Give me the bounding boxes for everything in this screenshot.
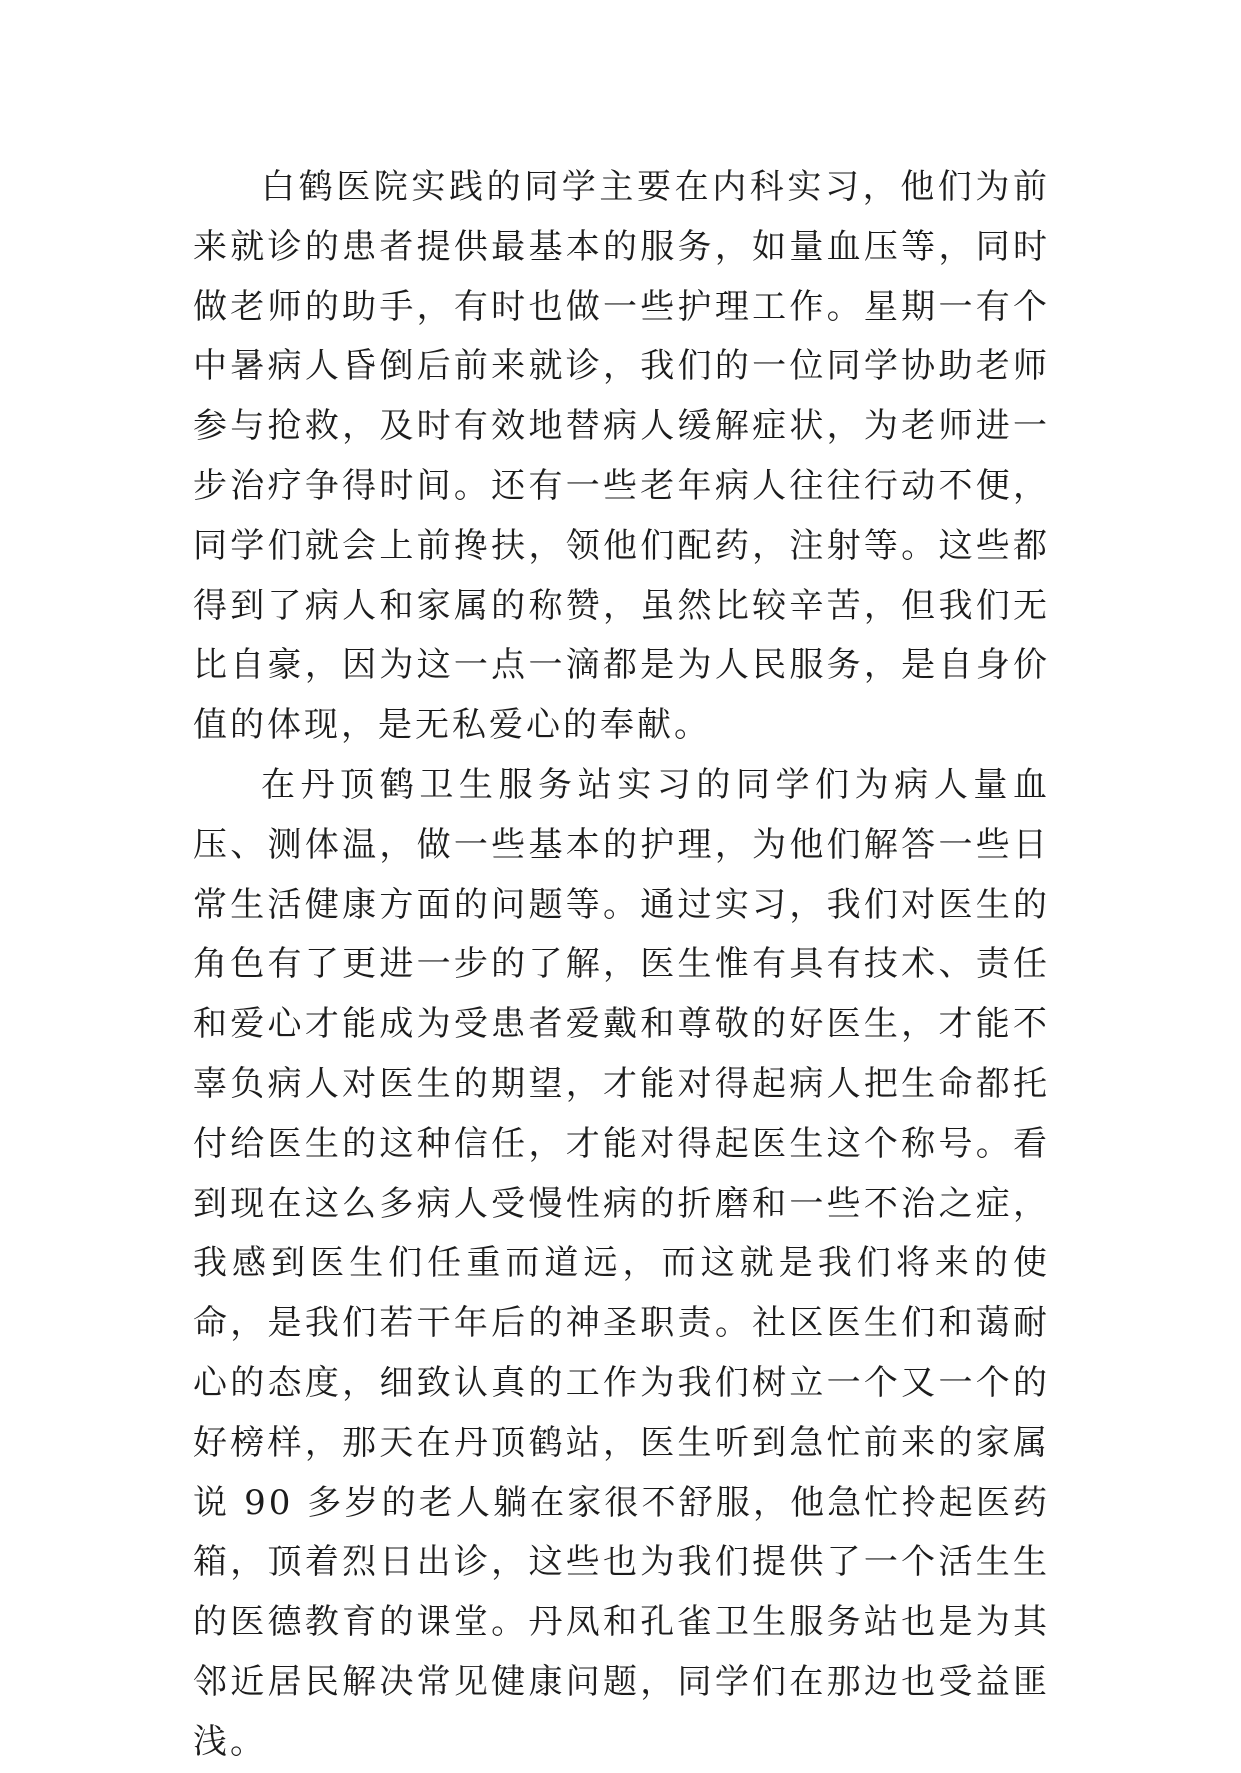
paragraph-danding-station: 在丹顶鹤卫生服务站实习的同学们为病人量血压、测体温，做一些基本的护理，为他们解答一些日常生活健康方面的问题等。通过实习，我们对医生的角色有了更进一步的了解，医生惟有具有技术、责任和爱心才能成为受患者爱戴和尊敬的好医生，才能不辜负病人对医生的期望，才能对得起病人把生命都托付给医生的这种信任，才能对得起医生这个称号。看到现在这么多病人受慢性病的折磨和一些不治之症，我感到医生们任重而道远，而这就是我们将来的使命，是我们若干年后的神圣职责。社区医生们和蔼耐心的态度，细致认真的工作为我们树立一个又一个的好榜样，那天在丹顶鹤站，医生听到急忙前来的家属说 90 多岁的老人躺在家很不舒服，他急忙拎起医药箱，顶着烈日出诊，这些也为我们提供了一个活生生的医德教育的课堂。丹凤和孔雀卫生服务站也是为其邻近居民解决常见健康问题，同学们在那边也受益匪浅。 (193, 764, 1050, 1762)
paragraph-baihe-hospital: 白鹤医院实践的同学主要在内科实习，他们为前来就诊的患者提供最基本的服务，如量血压等，同时做老师的助手，有时也做一些护理工作。星期一有个中暑病人昏倒后前来就诊，我们的一位同学协助老师参与抢救，及时有效地替病人缓解症状，为老师进一步治疗争得时间。还有一些老年病人往往行动不便，同学们就会上前搀扶，领他们配药，注射等。这些都得到了病人和家属的称赞，虽然比较辛苦，但我们无比自豪，因为这一点一滴都是为人民服务，是自身价值的体现，是无私爱心的奉献。 (193, 167, 1050, 746)
document-body (193, 158, 1050, 1773)
